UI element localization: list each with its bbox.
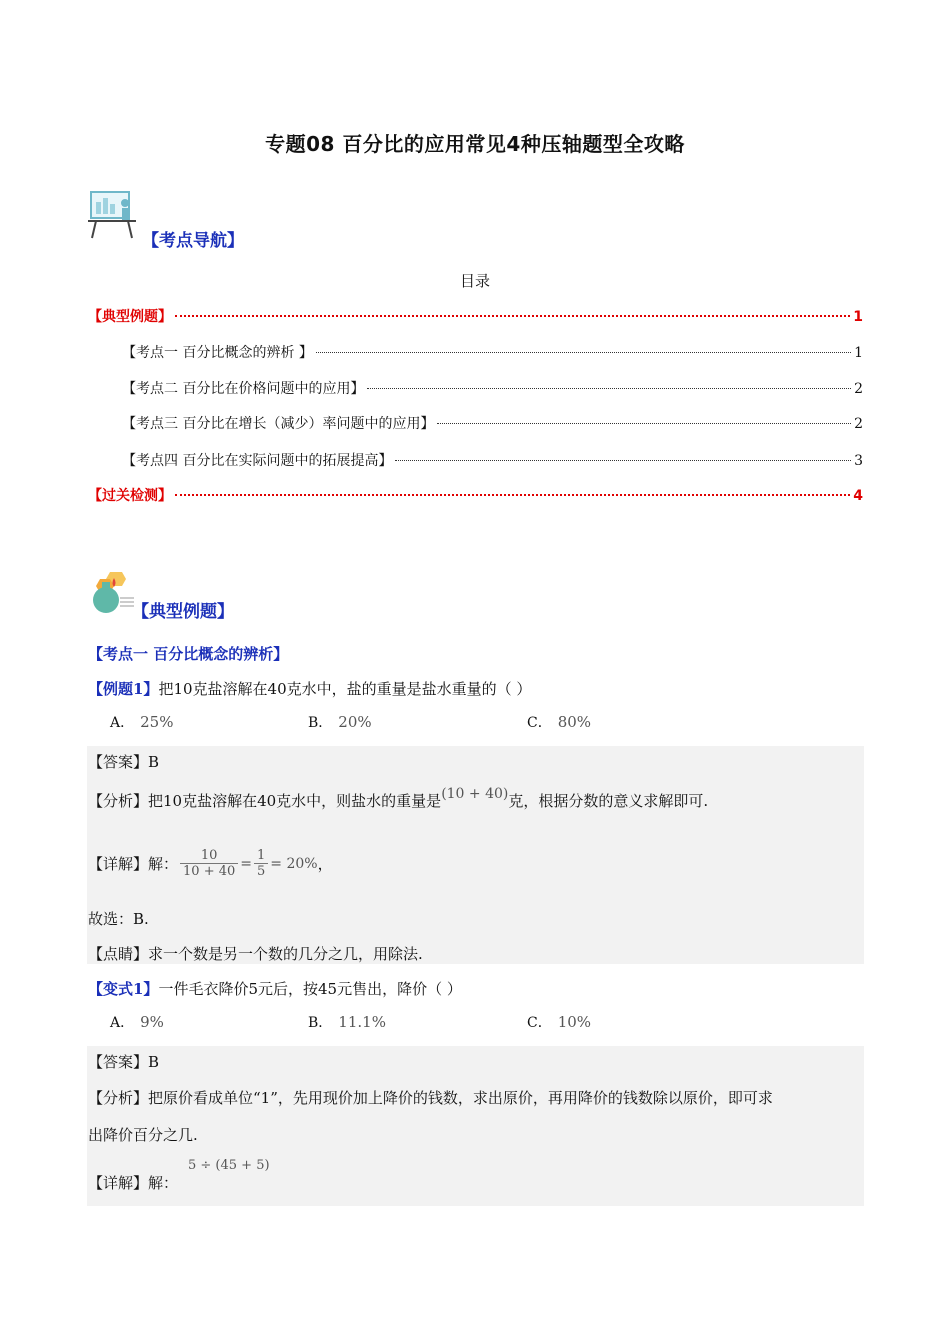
- variant1-detail-expression: 5 ÷ (45 + 5): [188, 1158, 270, 1173]
- example1-text: 把10克盐溶解在40克水中，盐的重量是盐水重量的（ ）: [158, 680, 532, 698]
- presentation-board-icon: [88, 188, 138, 240]
- example1-tip: 【点睛】求一个数是另一个数的几分之几，用除法.: [88, 945, 423, 963]
- variant1-answer: 【答案】B: [88, 1053, 160, 1071]
- toc-entry-kp1[interactable]: [122, 342, 863, 362]
- option-value: 9%: [140, 1013, 164, 1031]
- toc-entry-label: 【考点三 百分比在增长（减少）率问题中的应用】: [122, 416, 435, 432]
- analysis-expression: (10 + 40): [441, 786, 509, 802]
- fraction-simplified: [254, 848, 268, 879]
- toc-entry-label: 【过关检测】: [88, 488, 172, 504]
- toc-entry-page: 1: [854, 345, 863, 361]
- variant1-option-c[interactable]: [527, 1012, 591, 1032]
- toc-entry-page: 2: [854, 416, 863, 432]
- toc-entry-examples[interactable]: [88, 306, 863, 326]
- option-letter: A．: [110, 715, 135, 731]
- toc-entry-check[interactable]: [88, 485, 863, 505]
- example1-option-a[interactable]: [110, 712, 173, 732]
- variant1-tag: 【变式1】: [88, 980, 159, 998]
- fraction-numerator: 1: [257, 848, 266, 863]
- option-value: 11.1%: [338, 1013, 386, 1031]
- toc-entry-kp4[interactable]: [122, 450, 863, 470]
- toc-title: 目录: [459, 272, 490, 290]
- option-letter: C．: [527, 715, 552, 731]
- option-letter: C．: [527, 1015, 552, 1031]
- variant1-option-b[interactable]: [308, 1012, 386, 1032]
- toc-leader: [395, 460, 851, 461]
- example1-question: [88, 678, 531, 699]
- option-value: 20%: [338, 713, 372, 731]
- variant1-text: 一件毛衣降价5元后，按45元售出，降价（ ）: [158, 980, 462, 998]
- variant1-question: [88, 978, 462, 999]
- variant1-analysis-line2: 出降价百分之几.: [88, 1126, 198, 1144]
- detail-punct: ，: [317, 855, 333, 873]
- option-value: 80%: [557, 713, 592, 731]
- fraction-denominator: 10 + 40: [180, 863, 238, 879]
- variant1-detail-label: 【详解】解：: [88, 1174, 179, 1192]
- toc-entry-label: 【考点四 百分比在实际问题中的拓展提高】: [122, 453, 393, 469]
- option-letter: B．: [308, 1015, 333, 1031]
- flask-icon: [88, 570, 138, 616]
- document-title: 专题08 百分比的应用常见4种压轴题型全攻略: [265, 132, 685, 156]
- toc-leader: [316, 352, 851, 353]
- example1-option-c[interactable]: [527, 712, 591, 732]
- variant1-option-a[interactable]: [110, 1012, 164, 1032]
- nav-heading: 【考点导航】: [142, 231, 244, 251]
- toc-leader: [437, 423, 851, 424]
- detail-result: = 20%: [270, 855, 318, 872]
- toc-leader: [175, 494, 850, 496]
- toc-entry-kp2[interactable]: [122, 378, 863, 398]
- toc-entry-page: 4: [853, 488, 863, 504]
- toc-entry-page: 1: [853, 309, 863, 325]
- toc-entry-page: 3: [854, 453, 863, 469]
- toc-leader: [367, 388, 851, 389]
- variant1-answer-box: [87, 1046, 864, 1206]
- option-letter: B．: [308, 715, 333, 731]
- toc-entry-label: 【考点二 百分比在价格问题中的应用】: [122, 381, 365, 397]
- toc-entry-label: 【考点一 百分比概念的辨析 】: [122, 345, 313, 361]
- equals-sign: =: [240, 855, 252, 872]
- example1-choose: 故选：B.: [88, 910, 149, 928]
- toc-entry-kp3[interactable]: [122, 413, 863, 433]
- section-heading: 【典型例题】: [132, 602, 234, 622]
- analysis-text: 【分析】把10克盐溶解在40克水中，则盐水的重量是: [88, 792, 442, 810]
- example1-detail: [88, 848, 333, 879]
- example1-answer: 【答案】B: [88, 753, 160, 771]
- toc-entry-label: 【典型例题】: [88, 309, 172, 325]
- option-value: 25%: [140, 713, 174, 731]
- kp1-heading: 【考点一 百分比概念的辨析】: [88, 645, 289, 663]
- variant1-analysis-line1: 【分析】把原价看成单位“1”，先用现价加上降价的钱数，求出原价，再用降价的钱数除以原价，即可求: [88, 1089, 773, 1107]
- fraction-denominator: 5: [254, 863, 268, 879]
- example1-analysis: [88, 786, 709, 811]
- detail-label: 【详解】解：: [88, 855, 179, 873]
- fraction-numerator: 10: [200, 848, 218, 863]
- toc-leader: [175, 315, 850, 317]
- example1-option-b[interactable]: [308, 712, 372, 732]
- example1-tag: 【例题1】: [88, 680, 159, 698]
- fraction: [180, 848, 238, 879]
- analysis-text-end: 克，根据分数的意义求解即可.: [508, 792, 709, 810]
- toc-entry-page: 2: [854, 381, 863, 397]
- option-value: 10%: [557, 1013, 592, 1031]
- option-letter: A．: [110, 1015, 135, 1031]
